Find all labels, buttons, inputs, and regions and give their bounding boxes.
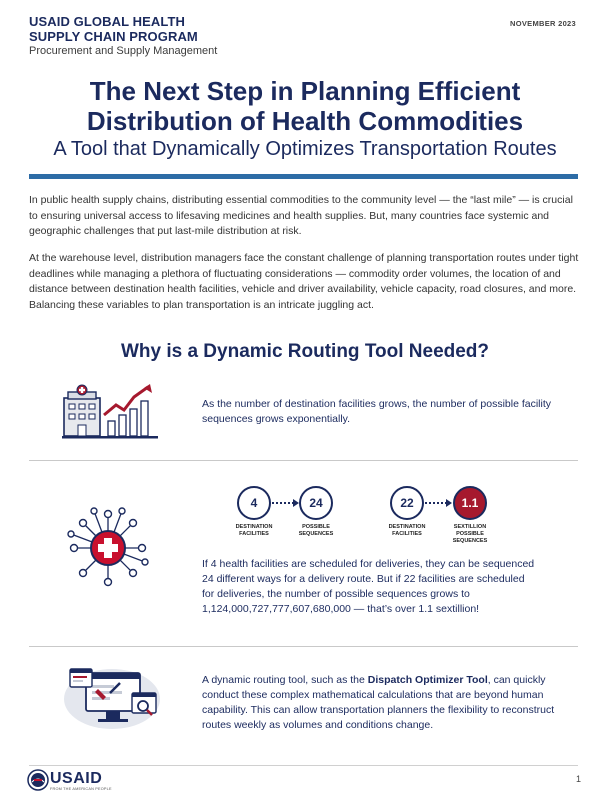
facilities-count-22: 22 [390, 486, 424, 520]
program-name-line1: USAID GLOBAL HEALTH [29, 14, 185, 29]
block1-text: As the number of destination facilities grows, the number of possible facility sequences grows exponentially. [202, 398, 552, 425]
computer-tools-icon [62, 663, 162, 731]
program-subtitle: Procurement and Supply Management [29, 45, 218, 57]
sequences-count-24: 24 [299, 486, 333, 520]
dispatch-optimizer-tool-name: Dispatch Optimizer Tool [367, 674, 488, 686]
sequences-count-1-1: 1.1 [453, 486, 487, 520]
block3-text-after: , can quickly conduct these complex mathematical calculations that are beyond human capability. This can allow transportation planners the flexibility to reconstruct routes weekly as volumes and conditions change. [202, 674, 555, 731]
page-title-line2: Distribution of Health Commodities [86, 106, 524, 136]
label-line: POSSIBLE [456, 531, 484, 537]
intro-paragraph-2: At the warehouse level, distribution managers face the constant challenge of planning transportation routes under tight deadlines while managing a plethora of fluctuating considerations — commodity order volumes, the location of and distance between destination health facilities, vehicle and driver availability, vehicle capacity, road closures, and more. Balancing these variables to plan transportation is an intricate juggling act. [29, 252, 579, 311]
label-line: FACILITIES [239, 531, 269, 537]
label-possible-sequences-left [287, 524, 345, 538]
label-line: SEQUENCES [298, 531, 334, 537]
label-destination-facilities-right [378, 524, 436, 538]
label-line: DESTINATION [388, 524, 426, 530]
block2-text: If 4 health facilities are scheduled for deliveries, they can be sequenced 24 different ways for a delivery route. But if 22 facilities are scheduled for deliveries, the number of possible sequences grows to 1,124,000,727,777,607,680,000 — that’s over 1.1 sextillion! [202, 558, 535, 615]
label-line: DESTINATION [235, 524, 273, 530]
network-health-cross-icon [66, 506, 150, 590]
section-heading: Why is a Dynamic Routing Tool Needed? [120, 341, 490, 362]
publication-date: NOVEMBER 2023 [509, 19, 576, 28]
program-name-line2: SUPPLY CHAIN PROGRAM [29, 29, 198, 44]
footer-divider [29, 765, 578, 766]
label-line: SEQUENCES [452, 538, 488, 544]
building-growth-chart-icon [62, 383, 162, 441]
label-line: POSSIBLE [302, 524, 330, 530]
usaid-seal-icon [27, 769, 49, 791]
sequence-arrow-line-right [425, 502, 447, 504]
block3-text-before: A dynamic routing tool, such as the [202, 674, 368, 686]
label-sextillion-sequences [441, 524, 499, 545]
sequence-arrow-line-left [272, 502, 294, 504]
usaid-tagline: FROM THE AMERICAN PEOPLE [50, 787, 112, 791]
sequence-arrow-head-right [446, 499, 452, 507]
page-subtitle: A Tool that Dynamically Optimizes Transportation Routes [53, 138, 557, 160]
block3-text [202, 673, 564, 733]
section-divider-1 [29, 460, 578, 461]
label-line: FACILITIES [392, 531, 422, 537]
title-rule [29, 174, 578, 179]
page-title-line1: The Next Step in Planning Efficient [89, 76, 521, 106]
intro-paragraph-1: In public health supply chains, distributing essential commodities to the community level — the “last mile” — is crucial to ensuring universal access to lifesaving medicines and health supplies. But, many countries face systemic and geographic challenges that put last-mile distribution at risk. [29, 194, 573, 237]
page-number: 1 [575, 774, 581, 784]
facilities-count-4: 4 [237, 486, 271, 520]
usaid-logo-text: USAID [50, 770, 103, 787]
section-divider-2 [29, 646, 578, 647]
label-destination-facilities-left [225, 524, 283, 538]
label-line: SEXTILLION [453, 524, 487, 530]
